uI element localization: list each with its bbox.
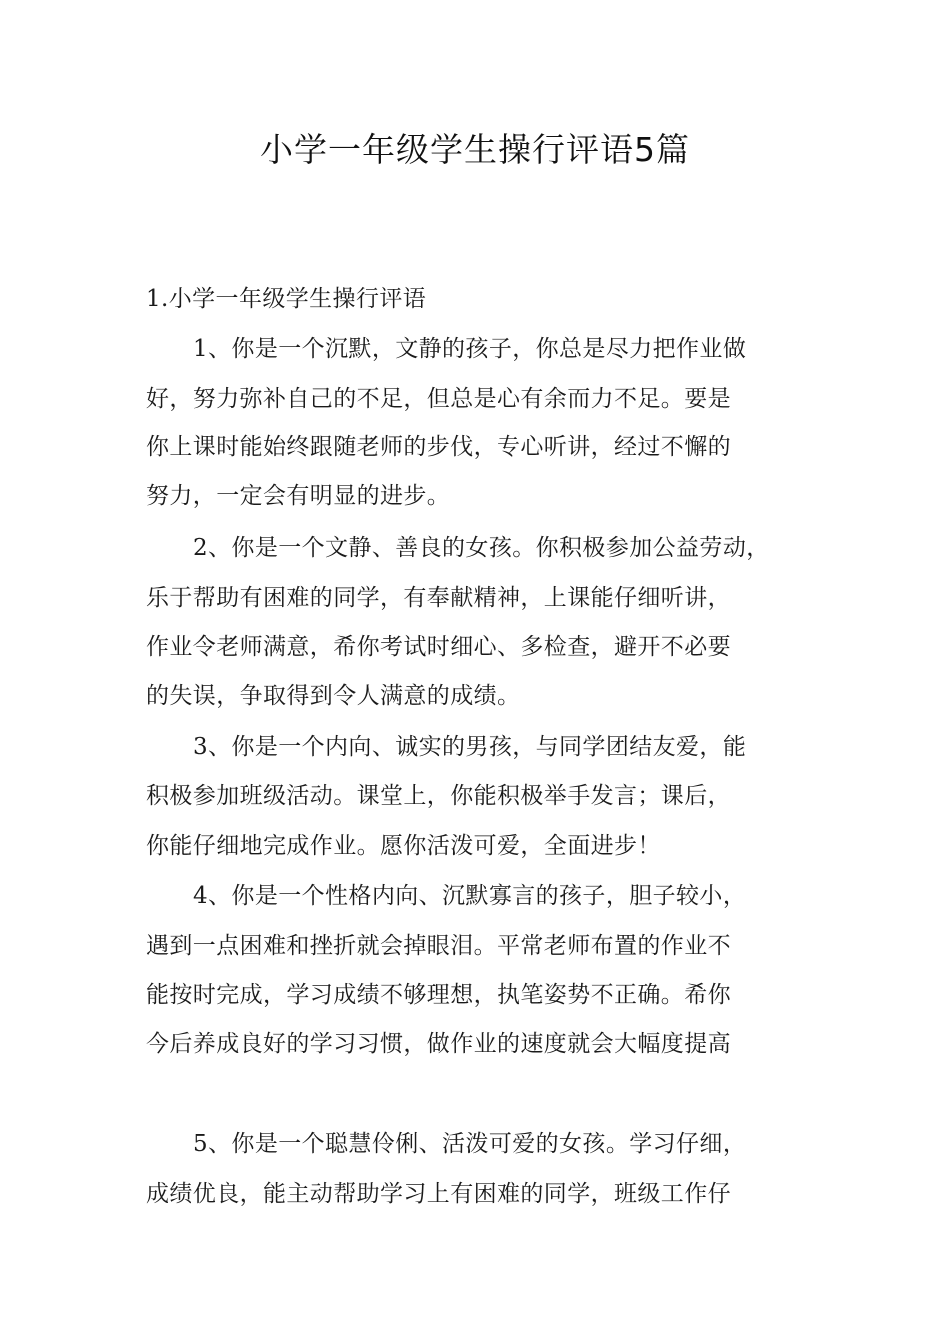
paragraph-line: 遇到一点困难和挫折就会掉眼泪。平常老师布置的作业不 [146, 933, 731, 959]
paragraph-line: 作业令老师满意，希你考试时细心、多检查，避开不必要 [146, 634, 731, 660]
paragraph-line: 好，努力弥补自己的不足，但总是心有余而力不足。要是 [146, 386, 731, 412]
paragraph-line: 乐于帮助有困难的同学，有奉献精神，上课能仔细听讲， [146, 585, 731, 611]
paragraph-line: 能按时完成，学习成绩不够理想，执笔姿势不正确。希你 [146, 982, 731, 1008]
paragraph-line: 努力，一定会有明显的进步。 [146, 483, 451, 509]
document-title: 小学一年级学生操行评语5篇 [260, 130, 690, 169]
paragraph-line: 3、你是一个内向、诚实的男孩，与同学团结友爱，能 [193, 734, 747, 760]
paragraph-line: 你能仔细地完成作业。愿你活泼可爱，全面进步！ [146, 833, 661, 859]
paragraph-line: 4、你是一个性格内向、沉默寡言的孩子，胆子较小， [193, 883, 747, 909]
paragraph-line: 你上课时能始终跟随老师的步伐，专心听讲，经过不懈的 [146, 434, 731, 460]
section-heading: 1.小学一年级学生操行评语 [146, 286, 427, 312]
paragraph-line: 的失误，争取得到令人满意的成绩。 [146, 683, 521, 709]
paragraph-line: 5、你是一个聪慧伶俐、活泼可爱的女孩。学习仔细， [193, 1131, 747, 1157]
paragraph-line: 成绩优良，能主动帮助学习上有困难的同学，班级工作仔 [146, 1181, 731, 1207]
paragraph-line: 1、你是一个沉默，文静的孩子，你总是尽力把作业做 [193, 336, 747, 362]
paragraph-line: 今后养成良好的学习习惯，做作业的速度就会大幅度提高 [146, 1031, 731, 1057]
paragraph-line: 2、你是一个文静、善良的女孩。你积极参加公益劳动， [193, 535, 770, 561]
paragraph-line: 积极参加班级活动。课堂上，你能积极举手发言；课后， [146, 783, 731, 809]
